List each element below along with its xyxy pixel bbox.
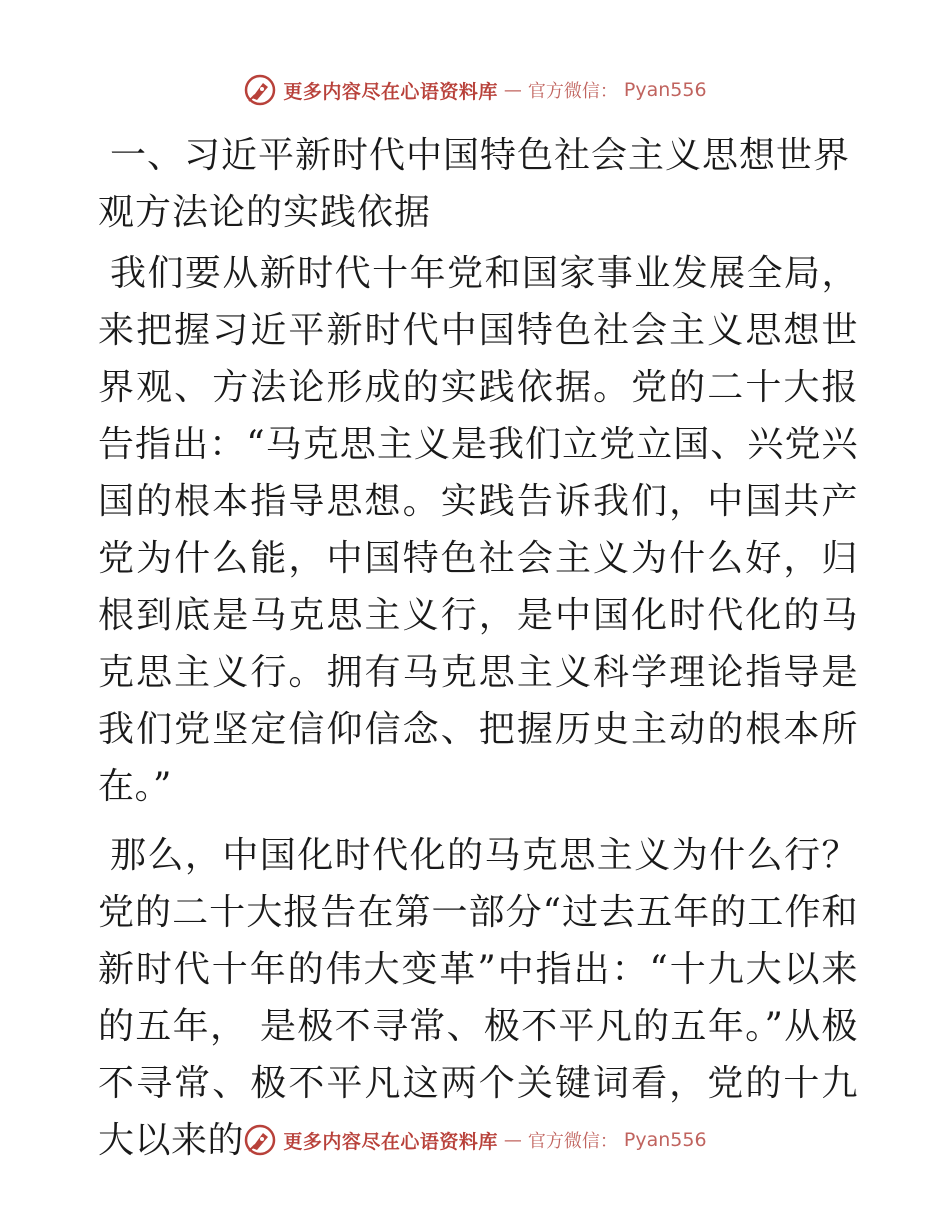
footer-watermark	[0, 1120, 950, 1160]
paragraph-2: 那么，中国化时代化的马克思主义为什么行？党的二十大报告在第一部分“过去五年的工作和新时代十年的伟大变革”中指出：“十九大以来的五年， 是极不寻常、极不平凡的五年。”从极不寻常、极不平凡这两个关键词看，党的十九大以来的	[98, 835, 858, 1161]
pen-nib-logo-icon	[243, 73, 277, 107]
document-body	[98, 127, 858, 1181]
watermark-wechat-label: 官方微信：	[527, 81, 618, 102]
watermark-dash: —	[503, 79, 522, 101]
watermark-wechat-label: 官方微信：	[527, 1131, 618, 1152]
watermark-main-text: 更多内容尽在心语资料库	[283, 80, 498, 103]
paragraph-1: 我们要从新时代十年党和国家事业发展全局，来把握习近平新时代中国特色社会主义思想世界观、方法论形成的实践依据。党的二十大报告指出：“马克思主义是我们立党立国、兴党兴国的根本指导思想。实践告诉我们，中国共产党为什么能，中国特色社会主义为什么好，归根到底是马克思主义行，是中国化时代化的马克思主义行。拥有马克思主义科学理论指导是我们党坚定信仰信念、把握历史主动的根本所在。”	[98, 253, 858, 807]
watermark-wechat-id: Pyan556	[623, 1129, 707, 1151]
watermark-wechat-id: Pyan556	[623, 79, 707, 101]
watermark-dash: —	[503, 1129, 522, 1151]
watermark-main-text: 更多内容尽在心语资料库	[283, 1130, 498, 1153]
header-watermark	[0, 70, 950, 110]
pen-nib-logo-icon	[243, 1123, 277, 1157]
section-heading: 一、习近平新时代中国特色社会主义思想世界观方法论的实践依据	[98, 135, 851, 233]
